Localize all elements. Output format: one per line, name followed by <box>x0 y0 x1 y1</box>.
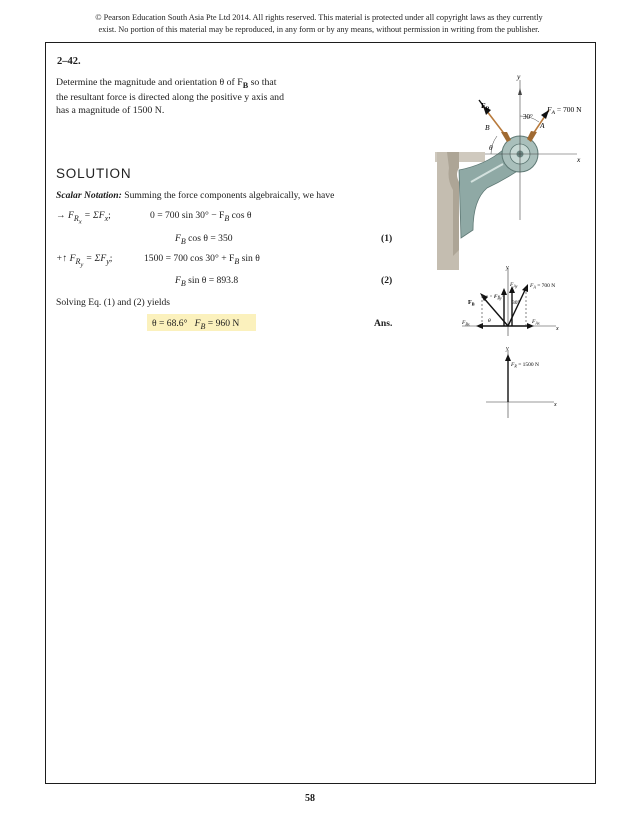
fbd-figure <box>458 262 578 340</box>
copyright-notice <box>40 12 598 35</box>
page-number: 58 <box>305 793 315 804</box>
eq2-label: (2) <box>381 275 393 286</box>
ans-label: Ans. <box>374 318 393 329</box>
fig1-fb-label: $F_B$ <box>481 101 490 112</box>
bracket-figure <box>425 70 595 270</box>
fig1-y-label: y <box>517 72 521 81</box>
svg-text:FB: $F_B$ <box>468 300 475 307</box>
eq1-sum-label: → $F_{R_x} = \Sigma F_x$; <box>56 210 111 226</box>
svg-text:FR = 1500 N: $F_R = 1500$ N <box>511 362 540 369</box>
fig1-point-b: B <box>485 123 490 132</box>
eq1b: $F_B$ cos θ = 350 <box>175 233 233 246</box>
svg-text:y: y <box>506 346 509 352</box>
eq2b: $F_B$ sin θ = 893.8 <box>175 275 239 288</box>
solving-text: Solving Eq. (1) and (2) yields <box>56 297 171 308</box>
svg-text:FBy: $F_{By}$ <box>494 294 502 301</box>
eq2: 1500 = 700 $\cos 30^\circ + F_B$ sin θ <box>144 253 260 266</box>
svg-text:FBx: $F_{Bx}$ <box>462 320 470 327</box>
fig1-theta: θ <box>489 143 493 152</box>
copyright-line-1: © Pearson Education South Asia Pte Ltd 2014. All rights reserved. This material is protected under all copyright laws as they currently <box>95 13 543 22</box>
solution-heading: SOLUTION <box>56 166 132 181</box>
problem-number: 2–42. <box>57 56 81 67</box>
problem-statement: Determine the magnitude and orientation θ of $F_B$ so that the resultant force is directed along the positive y axis and has a magnitude of 1500 N. <box>56 77 284 116</box>
eq1-label: (1) <box>381 233 393 244</box>
svg-text:θ: θ <box>488 318 491 324</box>
fig1-point-a: A <box>540 121 545 130</box>
scalar-notation: Scalar Notation: Summing the force components algebraically, we have <box>56 190 335 201</box>
svg-text:FAy: $F_{Ay}$ <box>510 282 518 289</box>
svg-text:x: x <box>554 402 557 408</box>
svg-text:x: x <box>556 326 559 332</box>
eq1: 0 = 700 $\sin 30^\circ - F_B$ cos θ <box>150 210 252 223</box>
resultant-figure <box>458 344 578 424</box>
copyright-line-2: exist. No portion of this material may be reproduced, in any form or by any means, without permission in writing from the publisher. <box>98 24 540 34</box>
eq2-sum-label: +↑ $F_{R_y} = \Sigma F_y$; <box>56 253 113 269</box>
fig1-angle-label: 30° <box>523 113 533 121</box>
svg-text:y: y <box>506 265 509 271</box>
answer-result: θ = 68.6° $F_B = 960$ N <box>152 318 240 331</box>
fig1-x-label: x <box>577 155 581 164</box>
fig1-fa-label: $F_A = 700$ N <box>547 105 582 116</box>
svg-text:FAx: $F_{Ax}$ <box>532 319 540 326</box>
svg-text:30°: 30° <box>512 300 520 306</box>
svg-text:FA = 700 N: $F_A = 700$ N <box>530 283 556 290</box>
fbd-fa <box>508 288 526 326</box>
